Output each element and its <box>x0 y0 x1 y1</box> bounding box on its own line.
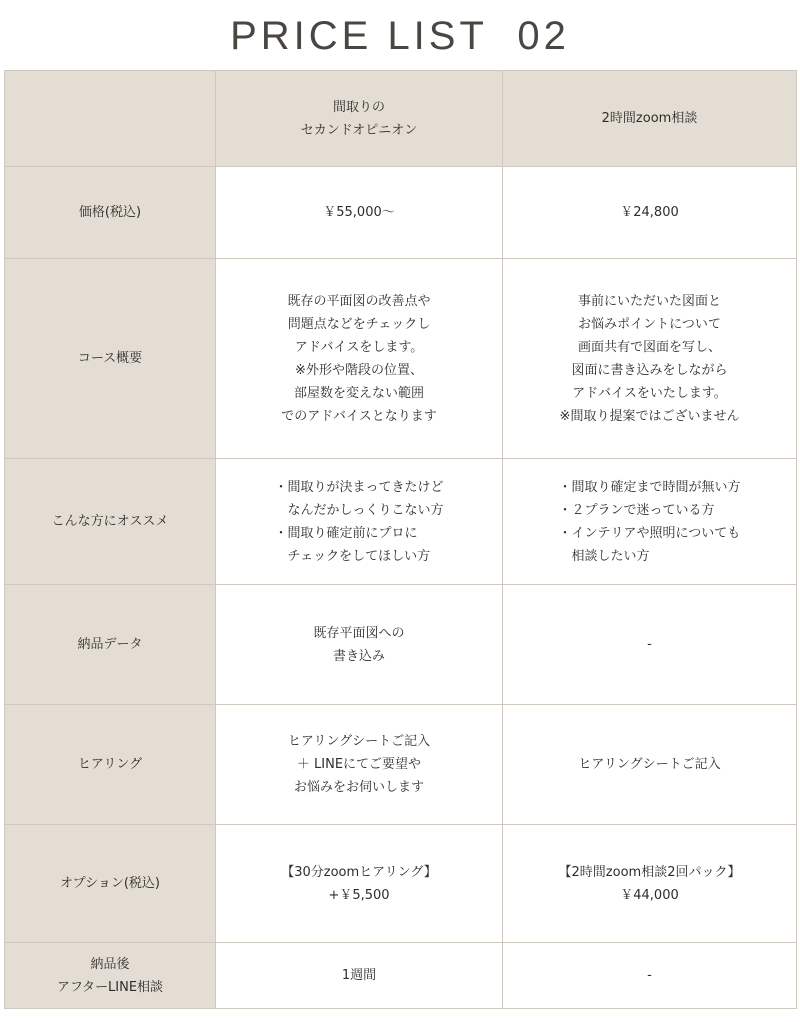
row-label-options <box>5 825 216 943</box>
table-header-row <box>5 71 797 167</box>
header-line: 間取りの <box>332 99 385 115</box>
header-line: セカンドオピニオン <box>300 122 418 138</box>
cell-line: ヒアリングシートご記入 <box>287 734 431 749</box>
header-plan-second-opinion <box>216 71 503 167</box>
cell-line: ・間取り確定前にプロに <box>274 525 418 541</box>
cell-line: 画面共有で図面を写し、 <box>577 339 721 355</box>
cell-line: ・インテリアや照明についても <box>558 525 741 541</box>
row-label-price <box>5 167 216 259</box>
row-label-after-line-consult <box>5 943 216 1009</box>
cell-line: 部屋数を変えない範囲 <box>293 385 424 401</box>
cell-line: ※外形や階段の位置、 <box>295 362 423 378</box>
cell-options-plan-b <box>503 825 797 943</box>
row-label-line: 価格(税込) <box>78 205 142 220</box>
cell-line: ※間取り提案ではございません <box>559 408 740 424</box>
cell-line: ￥24,800 <box>620 205 679 220</box>
cell-line: 相談したい方 <box>558 548 650 564</box>
table-row <box>5 825 797 943</box>
cell-line: ヒアリングシートご記入 <box>578 757 721 772</box>
header-plan-zoom <box>503 71 797 167</box>
row-label-hearing <box>5 705 216 825</box>
row-label-line: こんな方にオススメ <box>51 514 169 529</box>
row-label-recommended <box>5 459 216 585</box>
row-label-line: ヒアリング <box>77 757 143 772</box>
cell-line: なんだかしっくりこない方 <box>274 502 444 518</box>
cell-line: ￥55,000～ <box>323 205 395 220</box>
cell-line: アドバイスをいたします。 <box>572 385 727 401</box>
cell-line: 【2時間zoom相談2回パック】 <box>558 864 741 880</box>
cell-price-plan-b <box>503 167 797 259</box>
cell-line: ￥44,000 <box>620 887 679 903</box>
cell-line: 既存平面図への <box>313 625 405 641</box>
cell-line: お悩みをお伺いします <box>293 780 424 795</box>
cell-line: 【30分zoomヒアリング】 <box>281 864 437 880</box>
cell-price-plan-a <box>216 167 503 259</box>
cell-line: チェックをしてほしい方 <box>274 548 431 564</box>
cell-line: - <box>647 637 652 652</box>
row-label-delivery-data <box>5 585 216 705</box>
cell-line: 問題点などをチェックし <box>287 316 431 332</box>
price-table <box>4 70 797 1009</box>
row-label-line: オプション(税込) <box>60 876 160 891</box>
cell-line: アドバイスをします。 <box>294 339 424 355</box>
row-label-course-overview <box>5 259 216 459</box>
table-row <box>5 459 797 585</box>
cell-line: ＋ LINEにてご要望や <box>296 757 422 772</box>
cell-line: でのアドバイスとなります <box>281 408 437 424</box>
cell-line: +￥5,500 <box>328 887 390 903</box>
table-row <box>5 705 797 825</box>
cell-delivery-plan-a <box>216 585 503 705</box>
cell-overview-plan-a <box>216 259 503 459</box>
cell-line: - <box>647 968 652 983</box>
cell-line: 図面に書き込みをしながら <box>571 362 728 378</box>
header-line: 2時間zoom相談 <box>601 111 698 126</box>
row-label-line: 納品データ <box>77 637 143 652</box>
cell-line: 事前にいただいた図面と <box>577 293 721 309</box>
cell-line: お悩みポイントについて <box>578 316 721 332</box>
cell-line: ・間取りが決まってきたけど <box>274 479 444 495</box>
cell-hearing-plan-b <box>503 705 797 825</box>
cell-line: ・間取り確定まで時間が無い方 <box>558 479 741 495</box>
cell-recommended-plan-a <box>216 459 503 585</box>
row-label-line: 納品後 <box>90 956 130 972</box>
header-corner-cell <box>5 71 216 167</box>
table-row <box>5 585 797 705</box>
cell-delivery-plan-b <box>503 585 797 705</box>
cell-after-consult-plan-a <box>216 943 503 1009</box>
cell-after-consult-plan-b <box>503 943 797 1009</box>
cell-recommended-plan-b <box>503 459 797 585</box>
cell-options-plan-a <box>216 825 503 943</box>
cell-line: ・２プランで迷っている方 <box>558 502 715 518</box>
table-row <box>5 259 797 459</box>
table-row <box>5 943 797 1009</box>
cell-line: 1週間 <box>341 968 377 983</box>
cell-line: 書き込み <box>332 648 385 664</box>
cell-line: 既存の平面図の改善点や <box>287 293 431 309</box>
table-row <box>5 167 797 259</box>
cell-overview-plan-b <box>503 259 797 459</box>
row-label-line: アフターLINE相談 <box>56 979 164 995</box>
row-label-line: コース概要 <box>77 351 143 366</box>
page-title: PRICE LIST 02 <box>230 14 570 58</box>
cell-hearing-plan-a <box>216 705 503 825</box>
